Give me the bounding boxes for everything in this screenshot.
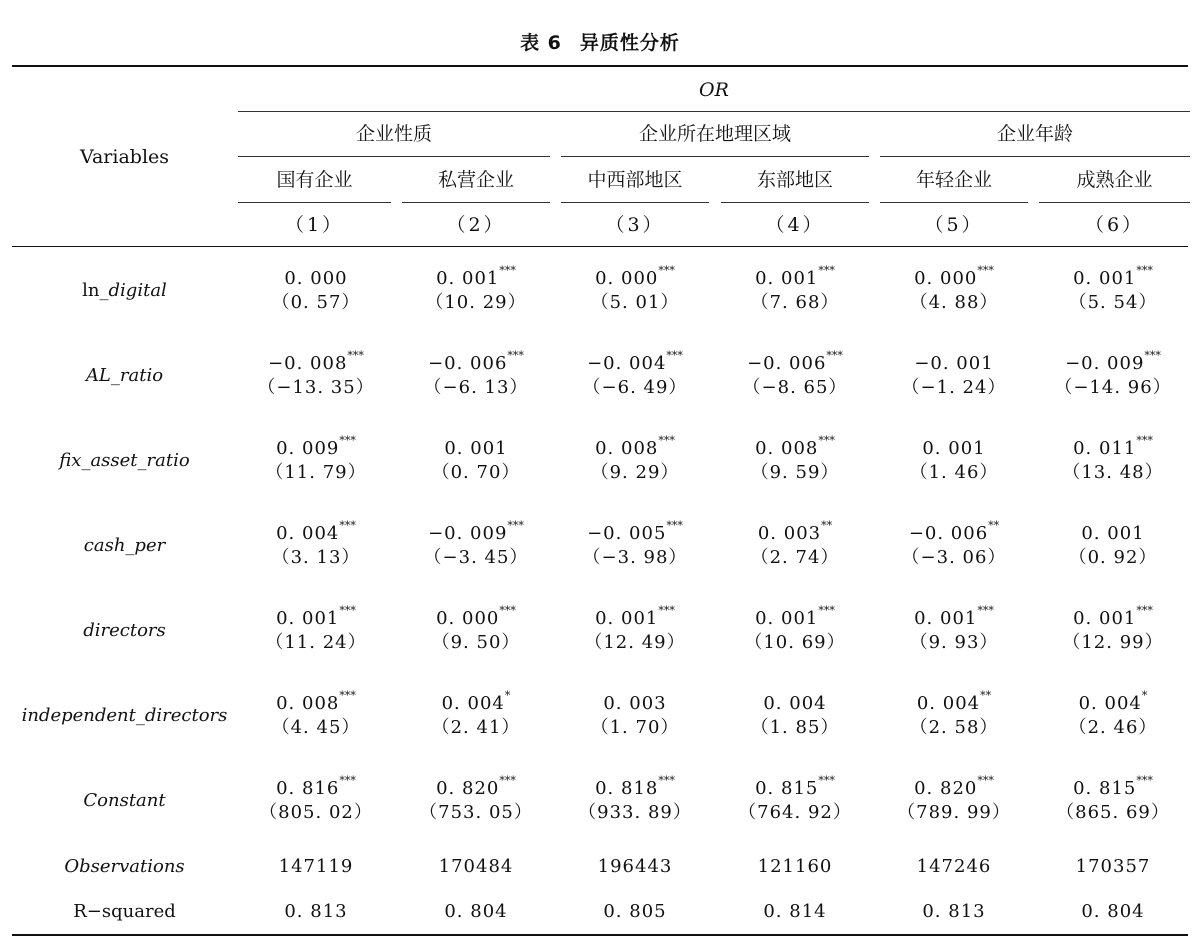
row-label: cash_per [83, 535, 166, 556]
coefficient: 0. 000 [284, 268, 348, 289]
t-statistic: （−13. 35） [257, 377, 375, 398]
coefficient: 0. 000 [436, 608, 500, 629]
t-statistic: （1. 46） [909, 462, 999, 483]
t-statistic: （12. 49） [584, 632, 686, 653]
row-label: R−squared [73, 901, 176, 922]
table-cell [1039, 602, 1187, 665]
coefficient: 0. 004 [1078, 693, 1142, 714]
significance-stars: *** [347, 349, 364, 362]
table-cell [880, 687, 1028, 750]
t-statistic: （−14. 96） [1054, 377, 1172, 398]
coefficient: −0. 001 [914, 353, 994, 374]
coefficient: 0. 815 [1073, 778, 1137, 799]
r-squared-value: 0. 813 [284, 901, 348, 922]
group-underline [238, 156, 550, 157]
coefficient: 0. 001 [436, 268, 500, 289]
t-statistic: （753. 05） [419, 802, 533, 823]
significance-stars: *** [977, 264, 994, 277]
t-statistic: （4. 45） [271, 717, 361, 738]
subgroup-underline [721, 202, 869, 203]
group-header-age: 企业年龄 [996, 123, 1073, 145]
coefficient: 0. 816 [276, 778, 340, 799]
subgroup-header: 东部地区 [756, 169, 833, 191]
t-statistic: （10. 69） [744, 632, 846, 653]
table-cell [880, 772, 1028, 835]
coefficient: 0. 004 [763, 693, 827, 714]
t-statistic: （−3. 98） [582, 547, 688, 568]
row-label: fix_asset_ratio [59, 450, 190, 471]
subgroup-underline [561, 202, 709, 203]
table-cell [1039, 262, 1187, 325]
significance-stars: *** [1136, 774, 1153, 787]
coefficient: 0. 001 [1073, 608, 1137, 629]
column-number: （4） [765, 214, 825, 236]
significance-stars: *** [339, 774, 356, 787]
subgroup-header: 年轻企业 [915, 169, 992, 191]
r-squared-value: 0. 804 [444, 901, 508, 922]
coefficient: 0. 001 [914, 608, 978, 629]
table-cell [721, 602, 869, 665]
table-cell [880, 432, 1028, 495]
table-cell [880, 602, 1028, 665]
subgroup-header: 中西部地区 [587, 169, 683, 191]
table-cell [242, 687, 390, 750]
t-statistic: （9. 50） [431, 632, 521, 653]
coefficient: 0. 001 [595, 608, 659, 629]
subgroup-underline [238, 202, 391, 203]
table-cell [1039, 687, 1187, 750]
table-title: 异质性分析 [579, 32, 680, 54]
variables-header: Variables [79, 146, 170, 168]
table-cell [721, 262, 869, 325]
coefficient: −0. 006 [908, 523, 989, 544]
column-number: （1） [284, 214, 345, 236]
group-header-region: 企业所在地理区域 [638, 123, 791, 145]
t-statistic: （11. 24） [265, 632, 367, 653]
t-statistic: （−3. 06） [901, 547, 1007, 568]
coefficient: −0. 005 [587, 523, 667, 544]
column-number: （5） [924, 214, 984, 236]
coefficient: 0. 004 [916, 693, 981, 714]
observations-value: 121160 [757, 856, 833, 877]
dependent-variable-header: OR [699, 79, 729, 101]
table-cell [1039, 347, 1187, 410]
group-header-ownership: 企业性质 [355, 123, 432, 145]
significance-stars: *** [499, 604, 516, 617]
coefficient: 0. 004 [276, 523, 340, 544]
row-label-italic: digital [108, 280, 167, 301]
table-cell [242, 262, 390, 325]
t-statistic: （2. 74） [750, 547, 840, 568]
r-squared-value: 0. 805 [603, 901, 667, 922]
row-label: Constant [83, 790, 166, 811]
table-cell [561, 772, 709, 835]
column-number: （3） [605, 214, 665, 236]
table-cell [721, 687, 869, 750]
table-cell [242, 772, 390, 835]
coefficient: −0. 004 [587, 353, 667, 374]
t-statistic: （−3. 45） [423, 547, 529, 568]
observations-value: 147246 [916, 856, 992, 877]
significance-stars: ** [980, 689, 992, 702]
coefficient: 0. 001 [276, 608, 340, 629]
column-number: （6） [1084, 214, 1145, 236]
table-cell [242, 432, 390, 495]
table-cell [1039, 772, 1187, 835]
table-cell [721, 347, 869, 410]
t-statistic: （2. 41） [431, 717, 521, 738]
coefficient: 0. 011 [1073, 438, 1137, 459]
t-statistic: （7. 68） [750, 292, 840, 313]
bottom-rule [12, 934, 1188, 936]
significance-stars: *** [339, 604, 356, 617]
t-statistic: （2. 58） [909, 717, 999, 738]
t-statistic: （805. 02） [259, 802, 373, 823]
coefficient: 0. 008 [595, 438, 659, 459]
significance-stars: *** [826, 349, 843, 362]
table-cell [561, 262, 709, 325]
significance-stars: *** [507, 519, 524, 532]
row-label: independent_directors [21, 705, 228, 726]
t-statistic: （9. 93） [909, 632, 999, 653]
coefficient: 0. 001 [755, 608, 819, 629]
table-cell [242, 347, 390, 410]
coefficient: −0. 008 [268, 353, 348, 374]
t-statistic: （1. 85） [750, 717, 840, 738]
table-cell [561, 687, 709, 750]
t-statistic: （1. 70） [590, 717, 680, 738]
significance-stars: *** [666, 519, 683, 532]
t-statistic: （9. 29） [590, 462, 680, 483]
observations-value: 170484 [438, 856, 514, 877]
table-cell [242, 517, 390, 580]
significance-stars: *** [1144, 349, 1161, 362]
table-cell [561, 347, 709, 410]
table-cell [1039, 517, 1187, 580]
significance-stars: *** [977, 604, 994, 617]
t-statistic: （5. 54） [1068, 292, 1158, 313]
t-statistic: （5. 01） [590, 292, 680, 313]
subgroup-header: 国有企业 [276, 169, 353, 191]
table-caption [0, 28, 1200, 55]
t-statistic: （11. 79） [265, 462, 367, 483]
t-statistic: （764. 92） [738, 802, 852, 823]
table-cell [721, 432, 869, 495]
table-cell [242, 602, 390, 665]
subgroup-header: 成熟企业 [1076, 169, 1153, 191]
r-squared-value: 0. 814 [763, 901, 827, 922]
table-cell [402, 687, 550, 750]
coefficient: 0. 001 [1073, 268, 1137, 289]
row-label: directors [83, 620, 166, 641]
coefficient: 0. 003 [603, 693, 667, 714]
t-statistic: （10. 29） [425, 292, 527, 313]
t-statistic: （2. 46） [1068, 717, 1158, 738]
coefficient: −0. 006 [747, 353, 827, 374]
significance-stars: ** [988, 519, 1000, 532]
significance-stars: *** [339, 519, 356, 532]
table-cell [402, 772, 550, 835]
coefficient: 0. 000 [914, 268, 978, 289]
significance-stars: *** [818, 264, 835, 277]
significance-stars: *** [507, 349, 524, 362]
row-label: Observations [64, 856, 185, 877]
significance-stars: *** [666, 349, 683, 362]
significance-stars: *** [658, 604, 675, 617]
table-cell [402, 517, 550, 580]
group-underline [561, 156, 869, 157]
table-cell [880, 262, 1028, 325]
coefficient: 0. 004 [441, 693, 505, 714]
table-cell [561, 432, 709, 495]
row-label: AL_ratio [85, 365, 164, 386]
t-statistic: （0. 92） [1068, 547, 1158, 568]
t-statistic: （−8. 65） [742, 377, 848, 398]
significance-stars: *** [499, 264, 516, 277]
r-squared-value: 0. 804 [1081, 901, 1145, 922]
coefficient: 0. 009 [276, 438, 340, 459]
significance-stars: *** [658, 264, 675, 277]
r-squared-value: 0. 813 [922, 901, 986, 922]
significance-stars: *** [1136, 434, 1153, 447]
significance-stars: *** [339, 434, 356, 447]
coefficient: 0. 001 [755, 268, 819, 289]
observations-value: 147119 [278, 856, 354, 877]
subgroup-underline [880, 202, 1028, 203]
table-cell [561, 517, 709, 580]
t-statistic: （−1. 24） [901, 377, 1007, 398]
group-underline [880, 156, 1190, 157]
column-number: （2） [446, 214, 506, 236]
significance-stars: ** [821, 519, 833, 532]
coefficient: 0. 001 [1081, 523, 1145, 544]
table-cell [402, 347, 550, 410]
coefficient: 0. 003 [757, 523, 822, 544]
coefficient: 0. 820 [914, 778, 978, 799]
coefficient: 0. 820 [436, 778, 500, 799]
observations-value: 170357 [1075, 856, 1151, 877]
significance-stars: *** [658, 434, 675, 447]
significance-stars: *** [658, 774, 675, 787]
significance-stars: *** [499, 774, 516, 787]
table-cell [402, 602, 550, 665]
header-bottom-rule [12, 246, 1188, 247]
t-statistic: （0. 70） [431, 462, 521, 483]
coefficient: 0. 008 [276, 693, 340, 714]
significance-stars: *** [339, 689, 356, 702]
significance-stars: *** [818, 434, 835, 447]
significance-stars: *** [1136, 264, 1153, 277]
t-statistic: （12. 99） [1062, 632, 1164, 653]
t-statistic: （−6. 13） [423, 377, 529, 398]
coefficient: 0. 000 [595, 268, 659, 289]
subgroup-underline [1039, 202, 1190, 203]
observations-value: 196443 [597, 856, 673, 877]
table-cell [721, 772, 869, 835]
top-rule [12, 65, 1188, 67]
table-cell [721, 517, 869, 580]
coefficient: 0. 818 [595, 778, 659, 799]
t-statistic: （0. 57） [271, 292, 361, 313]
significance-stars: * [1141, 689, 1148, 702]
table-cell [880, 347, 1028, 410]
significance-stars: *** [977, 774, 994, 787]
significance-stars: *** [1136, 604, 1153, 617]
table-number: 表 6 [520, 32, 562, 54]
table-cell [561, 602, 709, 665]
coefficient: −0. 009 [1065, 353, 1145, 374]
coefficient: −0. 006 [428, 353, 508, 374]
t-statistic: （13. 48） [1062, 462, 1164, 483]
table-cell [402, 262, 550, 325]
row-label: ln_digital [82, 280, 167, 301]
t-statistic: （3. 13） [271, 547, 361, 568]
coefficient: 0. 001 [444, 438, 508, 459]
header-underline [238, 111, 1190, 112]
significance-stars: *** [818, 774, 835, 787]
significance-stars: * [504, 689, 511, 702]
subgroup-underline [402, 202, 550, 203]
t-statistic: （933. 89） [578, 802, 692, 823]
table-cell [402, 432, 550, 495]
table-cell [880, 517, 1028, 580]
table-cell [1039, 432, 1187, 495]
coefficient: −0. 009 [428, 523, 508, 544]
coefficient: 0. 001 [922, 438, 986, 459]
subgroup-header: 私营企业 [437, 169, 514, 191]
coefficient: 0. 815 [755, 778, 819, 799]
t-statistic: （−6. 49） [582, 377, 688, 398]
t-statistic: （865. 69） [1056, 802, 1170, 823]
significance-stars: *** [818, 604, 835, 617]
t-statistic: （789. 99） [897, 802, 1011, 823]
t-statistic: （4. 88） [909, 292, 999, 313]
t-statistic: （9. 59） [750, 462, 840, 483]
coefficient: 0. 008 [755, 438, 819, 459]
